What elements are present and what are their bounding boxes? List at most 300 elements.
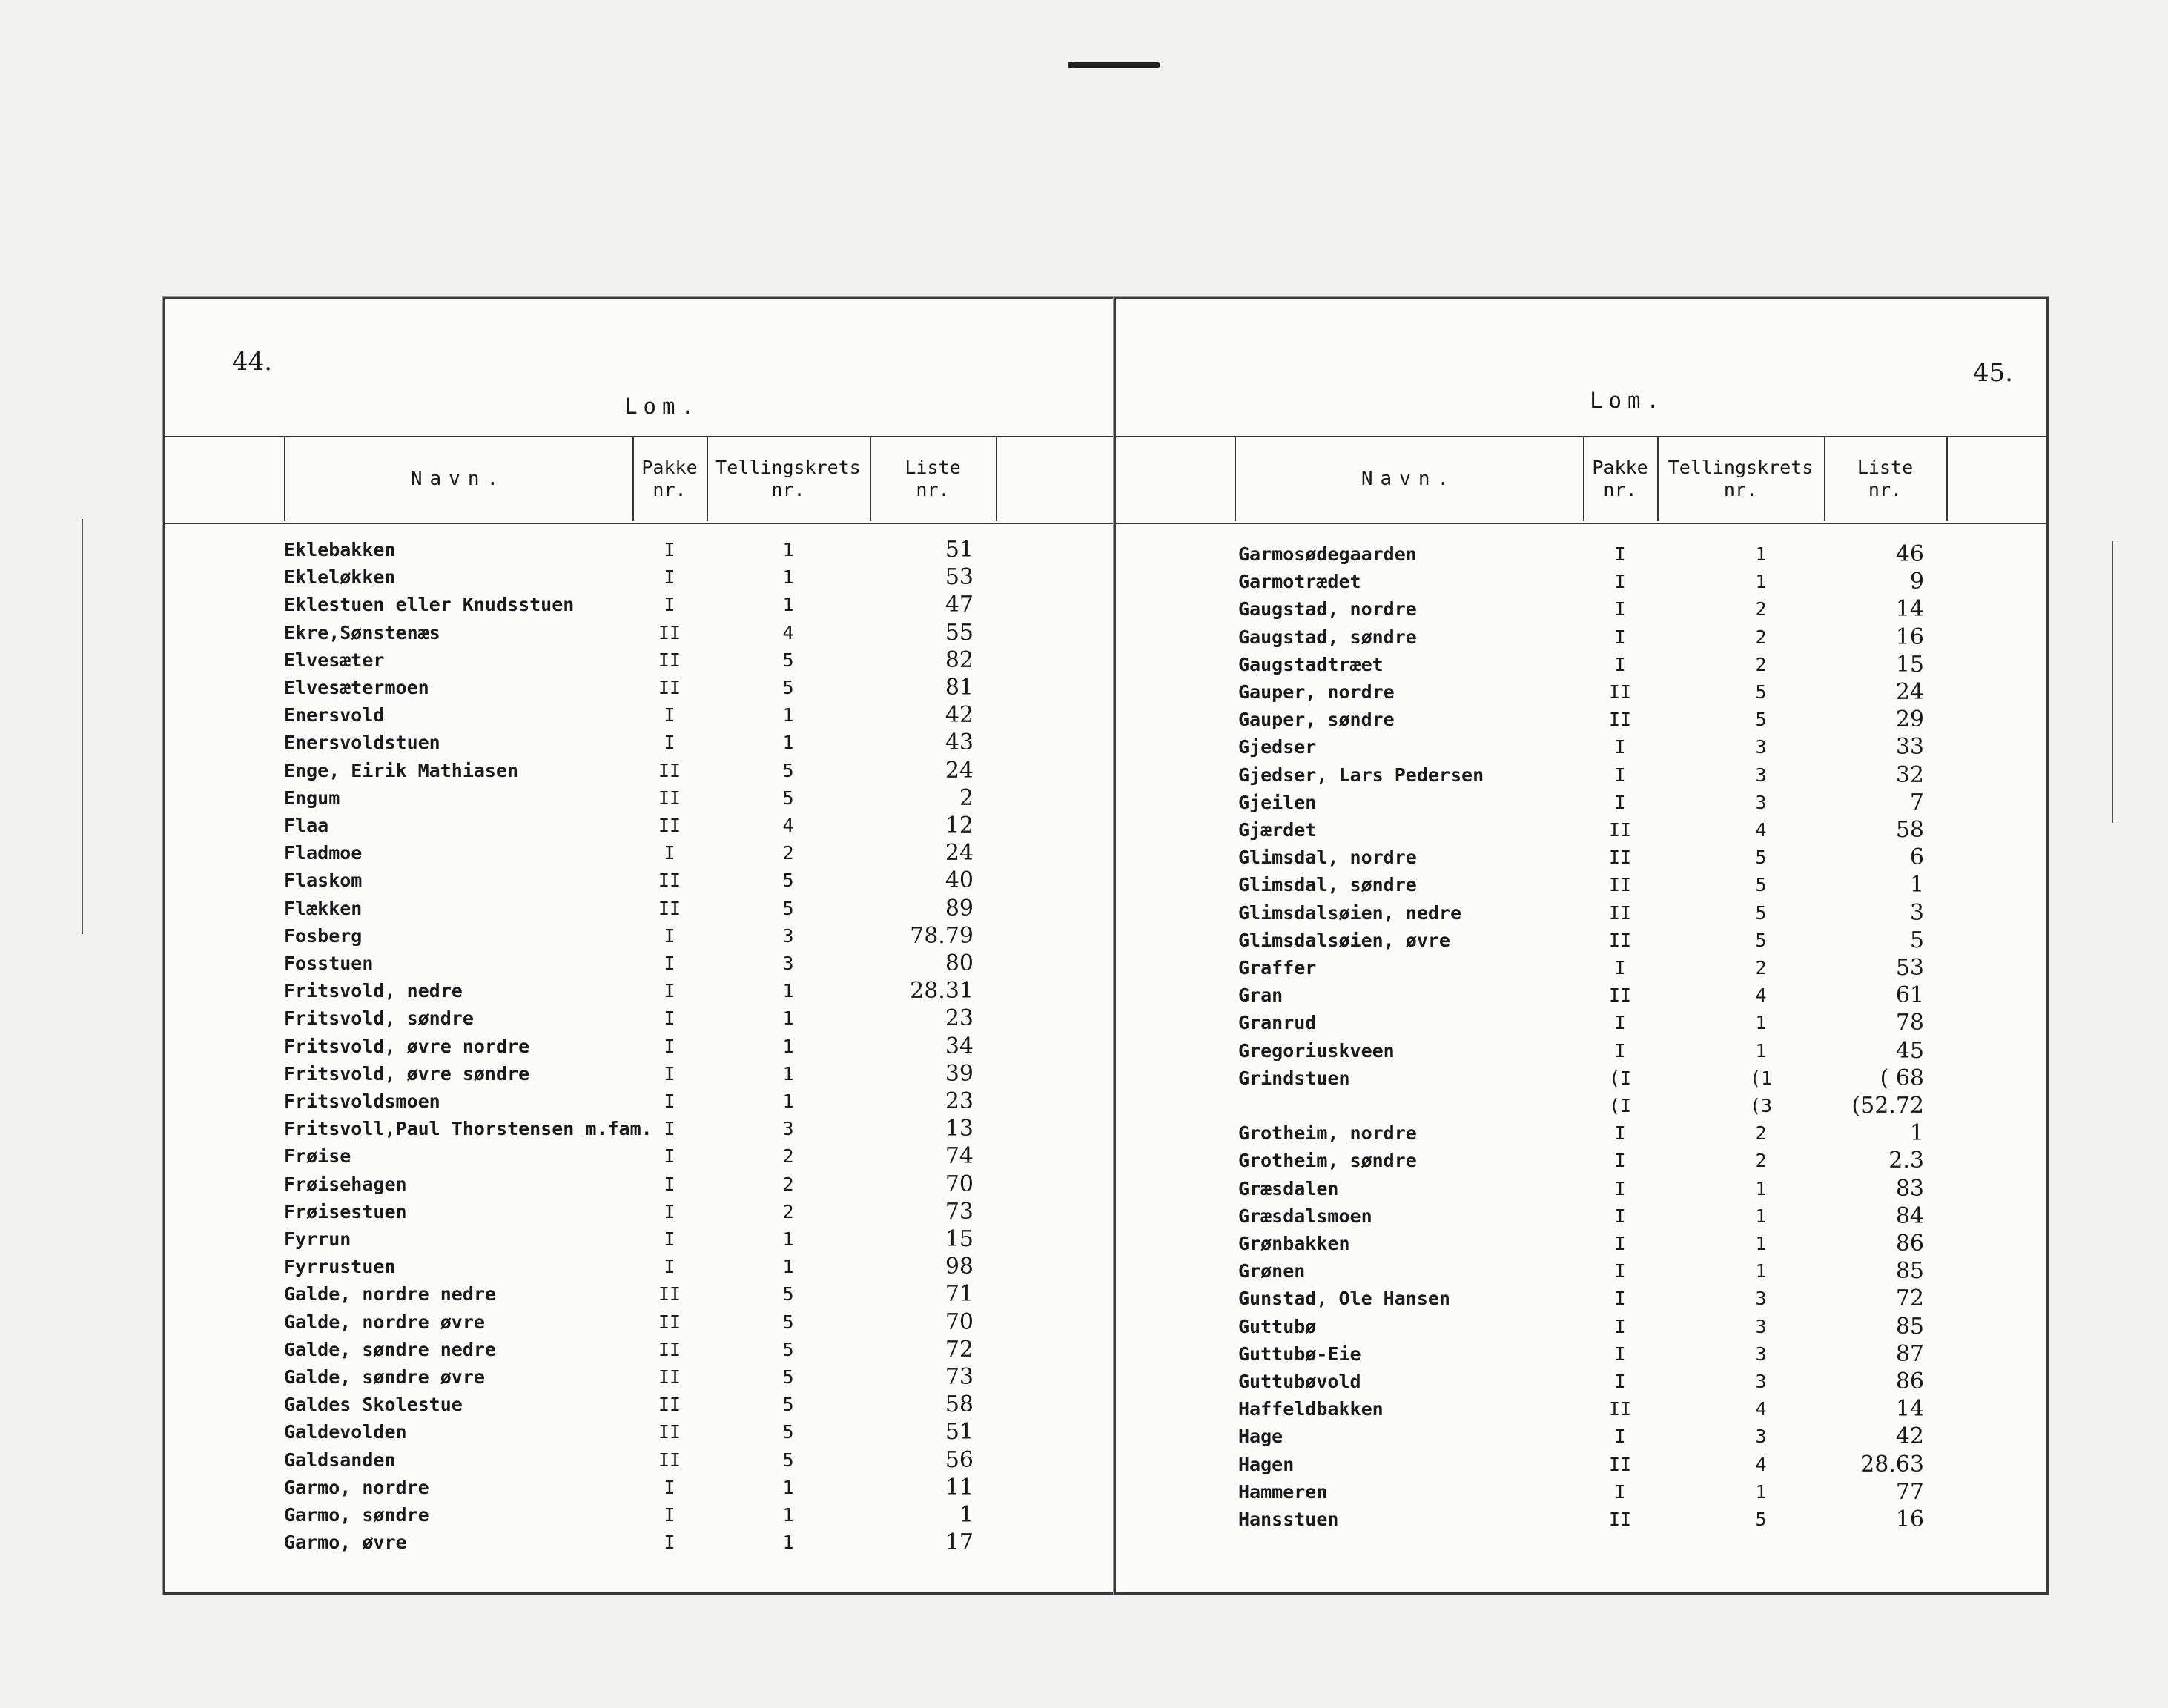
entry-name: Fladmoe [284,842,363,864]
entry-name: Enersvold [284,704,385,726]
entry-tellingskrets: 5 [1755,709,1767,731]
entry-liste: 6 [1909,844,1924,871]
table-row [165,1088,1118,1115]
entry-tellingskrets: 2 [1755,957,1767,979]
entry-tellingskrets: 1 [782,1007,794,1030]
entry-name: Grønen [1238,1260,1306,1282]
entry-tellingskrets: 3 [1755,736,1767,758]
entry-tellingskrets: 3 [1755,791,1767,813]
entry-pakke: I [664,842,675,864]
entry-pakke: II [658,1366,681,1388]
entry-name: Gran [1238,984,1283,1007]
entry-name: Garmosødegaarden [1238,543,1417,565]
header-liste: Liste nr. [905,456,961,500]
entry-liste: 15 [945,1226,974,1252]
entry-name: Glimsdalsøien, nedre [1238,901,1462,924]
table-row [165,1171,1118,1198]
entry-liste: ( 68 [1880,1065,1924,1091]
entry-name: Gauper, søndre [1238,709,1395,731]
entry-tellingskrets: 1 [782,980,794,1002]
entry-name: Glimsdal, nordre [1238,847,1417,869]
entry-liste: 24 [945,757,974,784]
entry-liste: 80 [945,950,974,976]
entry-pakke: I [664,953,675,974]
entry-name: Fosstuen [284,953,374,974]
table-row [165,1474,1118,1501]
entry-liste: 15 [1895,651,1924,678]
entry-pakke: II [1608,901,1632,924]
table-row [1116,540,2046,568]
entry-name: Grønbakken [1238,1233,1350,1254]
table-row [165,1060,1118,1088]
entry-tellingskrets: 5 [782,897,794,919]
entry-name: Ekleløkken [284,566,396,589]
entry-pakke: I [1614,1233,1626,1254]
table-row [165,1198,1118,1225]
entry-pakke: II [1608,984,1632,1007]
header-liste: Liste nr. [1857,456,1914,500]
entry-pakke: II [1608,681,1632,703]
entry-liste: 72 [945,1336,974,1363]
table-row [165,812,1118,839]
entry-liste: 53 [945,564,974,591]
entry-name: Græsdalen [1238,1177,1339,1199]
entry-pakke: II [1608,847,1632,869]
entry-name: Eklestuen eller Knudsstuen [284,594,575,616]
table-row [165,1529,1118,1556]
entry-tellingskrets: 4 [1755,1453,1767,1475]
entry-tellingskrets: 5 [1755,929,1767,951]
entry-tellingskrets: 5 [782,1449,794,1471]
entry-name: Gjeilen [1238,791,1317,813]
entry-pakke: II [658,1449,681,1471]
entry-liste: 74 [945,1143,974,1170]
entry-name: Guttubø [1238,1315,1317,1337]
table-row [1116,678,2046,706]
entry-liste: 89 [945,895,974,921]
left-page [163,297,1120,1595]
entry-tellingskrets: 1 [1755,1177,1767,1199]
entry-tellingskrets: 3 [1755,1343,1767,1365]
entry-liste: 23 [945,1088,974,1114]
entry-tellingskrets: 1 [782,1062,794,1085]
entry-name: Graffer [1238,957,1317,979]
entry-liste: 11 [945,1474,974,1500]
entry-pakke: I [664,1476,675,1498]
entry-pakke: I [664,1256,675,1278]
entry-name: Gjedser [1238,736,1317,758]
table-row [165,1446,1118,1474]
entry-liste: 14 [1895,1396,1924,1423]
entry-liste: 70 [945,1308,974,1335]
table-row [165,536,1118,563]
entry-name: Guttubø-Eie [1238,1343,1361,1365]
entry-liste: 33 [1895,734,1924,761]
entry-pakke: I [1614,1371,1626,1392]
entry-tellingskrets: 3 [1755,1288,1767,1310]
entry-liste: 81 [945,675,974,701]
entry-liste: 51 [945,537,974,563]
entry-tellingskrets: 2 [782,1200,794,1222]
entry-name: Galde, søndre øvre [284,1366,485,1388]
entry-name: Garmotrædet [1238,571,1361,593]
table-row [1116,595,2046,623]
table-row [165,977,1118,1004]
entry-liste: 40 [945,867,974,894]
entry-liste: 87 [1895,1340,1924,1367]
entry-name: Gunstad, Ole Hansen [1238,1288,1450,1310]
entry-name: Galde, søndre nedre [284,1338,496,1360]
entry-tellingskrets: 5 [782,759,794,781]
entry-pakke: (I [1608,1095,1632,1116]
table-row [165,1363,1118,1391]
entry-liste: 39 [945,1060,974,1087]
table-row [165,701,1118,729]
entry-name: Frøisestuen [284,1200,407,1222]
entry-pakke: II [658,649,681,671]
entry-name: Gjedser, Lars Pedersen [1238,764,1484,786]
entry-liste: 71 [945,1281,974,1308]
entry-liste: 5 [1909,927,1924,953]
entry-pakke: I [1614,1122,1626,1145]
table-row [165,1501,1118,1529]
table-row [1116,927,2046,954]
entry-liste: 46 [1895,541,1924,567]
entry-name: Galde, nordre øvre [284,1311,485,1333]
entry-name: Glimsdal, søndre [1238,874,1417,896]
entry-tellingskrets: 2 [782,842,794,864]
entry-liste: 1 [959,1502,974,1528]
entry-pakke: II [658,870,681,892]
entry-tellingskrets: 1 [1755,543,1767,565]
entry-tellingskrets: 5 [782,1311,794,1333]
entry-tellingskrets: 1 [1755,1039,1767,1062]
entry-name: Frøisehagen [284,1173,407,1195]
entry-name: Grindstuen [1238,1067,1350,1089]
entry-liste: 82 [945,646,974,673]
entry-tellingskrets: 3 [1755,1426,1767,1448]
entry-name: Fyrrun [284,1228,351,1250]
entry-tellingskrets: 2 [1755,1122,1767,1145]
entry-name: Hansstuen [1238,1509,1339,1530]
entry-pakke: II [658,787,681,809]
entry-liste: 85 [1895,1258,1924,1285]
table-row [1116,1009,2046,1036]
entry-pakke: II [658,815,681,836]
entry-pakke: I [1614,598,1626,620]
entry-pakke: I [664,1228,675,1250]
table-row [1116,1423,2046,1450]
table-row [1116,761,2046,789]
page-title: Lom. [1590,388,1665,413]
entry-tellingskrets: 5 [782,677,794,698]
entry-tellingskrets: 1 [782,1035,794,1057]
entry-pakke: II [1608,1453,1632,1475]
entry-name: Hage [1238,1426,1283,1448]
entry-tellingskrets: 5 [1755,1509,1767,1530]
entry-pakke: I [664,1173,675,1195]
entry-name: Glimsdalsøien, øvre [1238,929,1450,951]
entry-tellingskrets: 1 [782,1256,794,1278]
table-row [165,1253,1118,1280]
entry-name: Haffeldbakken [1238,1398,1384,1420]
entry-liste: 70 [945,1171,974,1197]
entry-tellingskrets: 4 [782,815,794,836]
entry-name: Flaskom [284,870,363,892]
table-row [165,784,1118,812]
entry-name: Fritsvoll,Paul Thorstensen m.fam. [284,1118,652,1140]
table-row [1116,871,2046,898]
header-navn: Navn. [1361,467,1457,490]
table-row [165,1142,1118,1170]
table-row [165,563,1118,591]
table-row [165,1308,1118,1336]
entry-tellingskrets: 3 [1755,1371,1767,1392]
entry-tellingskrets: 1 [782,704,794,726]
table-row [1116,1175,2046,1202]
entry-tellingskrets: 1 [1755,571,1767,593]
entry-tellingskrets: 5 [1755,847,1767,869]
entry-pakke: (I [1608,1067,1632,1089]
entry-tellingskrets: 5 [1755,681,1767,703]
entry-pakke: I [1614,571,1626,593]
entry-name: Gauper, nordre [1238,681,1395,703]
entry-pakke: II [1608,1398,1632,1420]
entry-tellingskrets: 5 [1755,901,1767,924]
entry-pakke: II [658,1394,681,1416]
entry-pakke: I [664,1007,675,1030]
top-rule-mark [1068,62,1160,68]
table-row [1116,1313,2046,1340]
entry-liste: 77 [1895,1478,1924,1505]
table-row [1116,1119,2046,1147]
entry-tellingskrets: 1 [1755,1205,1767,1227]
entry-tellingskrets: 1 [1755,1012,1767,1034]
table-row [1116,954,2046,982]
entry-liste: 43 [945,729,974,756]
page-number: 45. [1972,358,2013,388]
entry-pakke: I [1614,1480,1626,1503]
table-row [165,729,1118,756]
table-row [1116,1202,2046,1230]
entry-liste: 58 [1895,817,1924,843]
table-row [1116,1285,2046,1312]
header-pakke: Pakke nr. [641,456,698,500]
entry-name: Gaugstad, nordre [1238,598,1417,620]
entry-pakke: I [664,1035,675,1057]
entry-tellingskrets: 5 [782,1283,794,1305]
entry-tellingskrets: 4 [1755,1398,1767,1420]
entry-liste: 78 [1895,1010,1924,1036]
entry-liste: 42 [1895,1423,1924,1450]
entry-name: Fritsvoldsmoen [284,1090,440,1112]
entry-liste: 51 [945,1419,974,1446]
table-row [1116,733,2046,761]
entry-pakke: I [664,1532,675,1554]
entry-name: Garmo, nordre [284,1476,429,1498]
entry-tellingskrets: 5 [782,870,794,892]
entry-liste: 73 [945,1364,974,1390]
entry-pakke: I [664,539,675,560]
entry-name: Gjærdet [1238,819,1317,841]
entry-liste: 9 [1909,569,1924,595]
entry-tellingskrets: 1 [782,1504,794,1526]
entry-liste: 16 [1895,1506,1924,1532]
table-row [165,591,1118,618]
entry-name: Fritsvold, søndre [284,1007,474,1030]
header-navn: Navn. [410,467,506,490]
page-title: Lom. [624,394,700,419]
entry-liste: 86 [1895,1368,1924,1394]
table-row [1116,651,2046,678]
table-row [165,1004,1118,1032]
table-row [1116,1506,2046,1533]
entry-tellingskrets: 5 [782,1366,794,1388]
entry-pakke: II [658,1338,681,1360]
entry-liste: 24 [1895,679,1924,705]
entry-tellingskrets: 2 [1755,626,1767,648]
entry-pakke: II [1608,709,1632,731]
entry-tellingskrets: 1 [782,1532,794,1554]
entry-tellingskrets: 1 [782,1228,794,1250]
table-row [1116,1147,2046,1174]
table-row [1116,1368,2046,1395]
table-row [1116,816,2046,844]
entry-pakke: II [658,759,681,781]
entry-pakke: II [658,677,681,698]
entry-name: Galdsanden [284,1449,396,1471]
entry-pakke: II [1608,1509,1632,1530]
table-row [165,1336,1118,1363]
table-row [165,1280,1118,1308]
header-tellingskrets: Tellingskrets nr. [715,456,861,500]
entry-liste: 53 [1895,955,1924,981]
entry-liste: 78.79 [910,922,974,949]
entry-pakke: I [664,1062,675,1085]
header-pakke: Pakke nr. [1592,456,1648,500]
table-row [165,1418,1118,1446]
entry-pakke: II [1608,874,1632,896]
left-edge-mark [82,519,83,934]
entry-tellingskrets: 2 [1755,653,1767,675]
entry-tellingskrets: 1 [782,566,794,589]
table-row [165,922,1118,950]
entry-name: Fosberg [284,924,363,947]
entry-name: Galdes Skolestue [284,1394,463,1416]
entry-liste: 7 [1909,789,1924,815]
entry-tellingskrets: 4 [1755,819,1767,841]
entry-liste: 2.3 [1888,1148,1924,1174]
entry-pakke: I [664,566,675,589]
entry-pakke: I [1614,653,1626,675]
entry-pakke: I [664,1145,675,1168]
entry-name: Hammeren [1238,1480,1328,1503]
entry-name: Elvesæter [284,649,385,671]
entry-liste: 45 [1895,1037,1924,1064]
table-row [1116,982,2046,1009]
entry-name: Hagen [1238,1453,1295,1475]
table-row [1116,1395,2046,1423]
entry-liste: 12 [945,812,974,838]
table-row [1116,789,2046,816]
table-row [165,757,1118,784]
entry-tellingskrets: 4 [782,621,794,643]
entry-tellingskrets: 2 [1755,1150,1767,1172]
table-row [165,950,1118,977]
entry-liste: 42 [945,702,974,729]
entry-name: Fyrrustuen [284,1256,396,1278]
entry-pakke: I [664,1090,675,1112]
entry-pakke: I [1614,626,1626,648]
entry-tellingskrets: 5 [782,1338,794,1360]
entry-name: Grotheim, søndre [1238,1150,1417,1172]
table-row [1116,1065,2046,1092]
entry-name: Engum [284,787,340,809]
entry-pakke: I [664,1118,675,1140]
entry-liste: 55 [945,619,974,646]
entry-liste: 1 [1909,1120,1924,1147]
entry-pakke: I [664,594,675,616]
table-row [165,674,1118,701]
table-row [1116,899,2046,927]
entry-tellingskrets: 3 [782,1118,794,1140]
entry-liste: 84 [1895,1202,1924,1229]
entry-pakke: I [1614,1426,1626,1448]
entry-liste: 14 [1895,596,1924,623]
entry-liste: 47 [945,592,974,618]
entry-pakke: II [658,1311,681,1333]
entry-name: Gaugstad, søndre [1238,626,1417,648]
entry-tellingskrets: 3 [782,953,794,974]
right-edge-mark [2112,541,2113,823]
entry-name: Flækken [284,897,363,919]
entry-liste: 2 [959,784,974,811]
entry-liste: 13 [945,1116,974,1142]
entry-name: Fritsvold, øvre nordre [284,1035,530,1057]
entry-pakke: I [1614,543,1626,565]
entry-pakke: II [658,1421,681,1443]
page-number: 44. [232,347,273,377]
entry-tellingskrets: (1 [1749,1067,1773,1089]
entry-tellingskrets: 3 [1755,764,1767,786]
entry-tellingskrets: 2 [782,1145,794,1168]
entry-name: Flaa [284,815,329,836]
entry-liste: 17 [945,1529,974,1556]
table-row [1116,568,2046,595]
entry-liste: 3 [1909,899,1924,926]
entry-pakke: I [1614,1039,1626,1062]
table-row [1116,1037,2046,1065]
table-row [1116,1340,2046,1368]
entry-name: Ekre,Sønstenæs [284,621,440,643]
table-row [1116,1257,2046,1285]
entry-pakke: II [658,897,681,919]
entry-pakke: II [1608,929,1632,951]
table-row [165,839,1118,867]
entry-name: Enersvoldstuen [284,732,440,754]
entry-pakke: I [664,732,675,754]
entry-tellingskrets: 5 [782,787,794,809]
entry-pakke: I [664,924,675,947]
table-row [165,646,1118,674]
table-row [165,1225,1118,1253]
table-row [1116,1230,2046,1257]
entry-pakke: I [1614,1288,1626,1310]
entry-liste: 83 [1895,1175,1924,1202]
table-row [1116,1092,2046,1119]
entry-name: Garmo, øvre [284,1532,407,1554]
entry-tellingskrets: 1 [782,594,794,616]
